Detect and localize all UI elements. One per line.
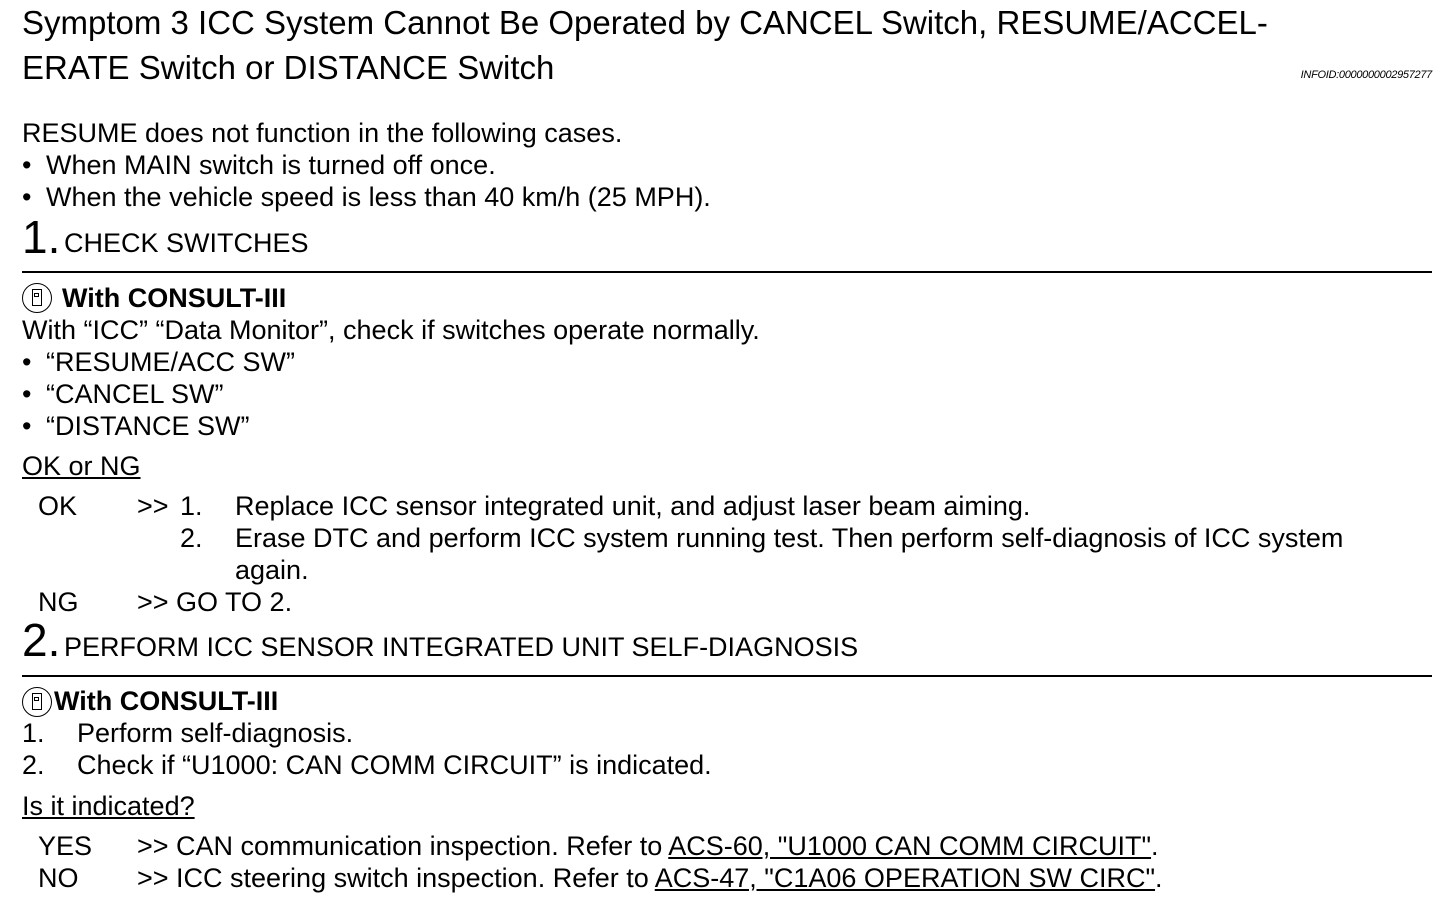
step1-bullet: • “CANCEL SW” [22,379,224,409]
step2-consult-label: With CONSULT-III [54,686,279,716]
ok-item-text: Replace ICC sensor integrated unit, and adjust laser beam aiming. [235,491,1031,521]
step2-divider [22,675,1432,677]
intro-bullet: • When the vehicle speed is less than 40 km/h (25 MPH). [22,182,711,212]
step1-number: 1. [22,211,61,263]
step2-item-text: Perform self-diagnosis. [77,718,354,748]
intro-text: RESUME does not function in the following cases. [22,118,623,148]
step2-item-text: Check if “U1000: CAN COMM CIRCUIT” is indicated. [77,750,712,780]
step1-divider [22,271,1432,273]
info-id: INFOID:0000000002957277 [1300,69,1432,81]
no-line [137,865,1163,892]
ok-arrow: >> [137,491,169,521]
step1-title: CHECK SWITCHES [64,228,309,258]
step1-bullet-text: “CANCEL SW” [46,379,224,409]
step1-bullet-text: “RESUME/ACC SW” [46,347,295,377]
yes-text: >> CAN communication inspection. Refer to [137,831,669,861]
yes-label: YES [38,831,93,861]
yes-line [137,833,1159,860]
step1-instruction: With “ICC” “Data Monitor”, check if switches operate normally. [22,315,760,345]
page-title-line2: ERATE Switch or DISTANCE Switch [22,49,555,86]
step2-item-num: 2. [22,750,45,780]
ng-label: NG [38,587,79,617]
step1-bullet: • “DISTANCE SW” [22,411,250,441]
acs-60-link[interactable]: ACS-60, "U1000 CAN COMM CIRCUIT" [668,831,1152,861]
step1-question: OK or NG [22,451,141,481]
consult-icon [22,687,52,717]
no-end: . [1155,863,1163,893]
ng-text: >> GO TO 2. [137,587,293,617]
no-label: NO [38,863,79,893]
step2-item-num: 1. [22,718,45,748]
intro-bullet-text: When MAIN switch is turned off once. [46,150,496,180]
ok-item-num: 2. [180,523,203,553]
step2-number: 2. [22,614,61,666]
ok-label: OK [38,491,78,521]
no-text: >> ICC steering switch inspection. Refer to [137,863,655,893]
step2-question: Is it indicated? [22,791,195,821]
step2-title: PERFORM ICC SENSOR INTEGRATED UNIT SELF-DIAGNOSIS [64,632,859,662]
ok-item-num: 1. [180,491,203,521]
step1-bullet-text: “DISTANCE SW” [46,411,250,441]
consult-icon [22,283,52,313]
ok-item-text-cont: again. [235,555,309,585]
ok-item-text: Erase DTC and perform ICC system running test. Then perform self-diagnosis of ICC system [235,523,1344,553]
acs-47-link[interactable]: ACS-47, "C1A06 OPERATION SW CIRC" [654,863,1156,893]
intro-bullet: • When MAIN switch is turned off once. [22,150,496,180]
step1-consult-label: With CONSULT-III [62,283,287,313]
step1-bullet: • “RESUME/ACC SW” [22,347,295,377]
intro-bullet-text: When the vehicle speed is less than 40 km/h (25 MPH). [46,182,711,212]
page-title-line1: Symptom 3 ICC System Cannot Be Operated by CANCEL Switch, RESUME/ACCEL- [22,4,1268,41]
yes-end: . [1151,831,1159,861]
